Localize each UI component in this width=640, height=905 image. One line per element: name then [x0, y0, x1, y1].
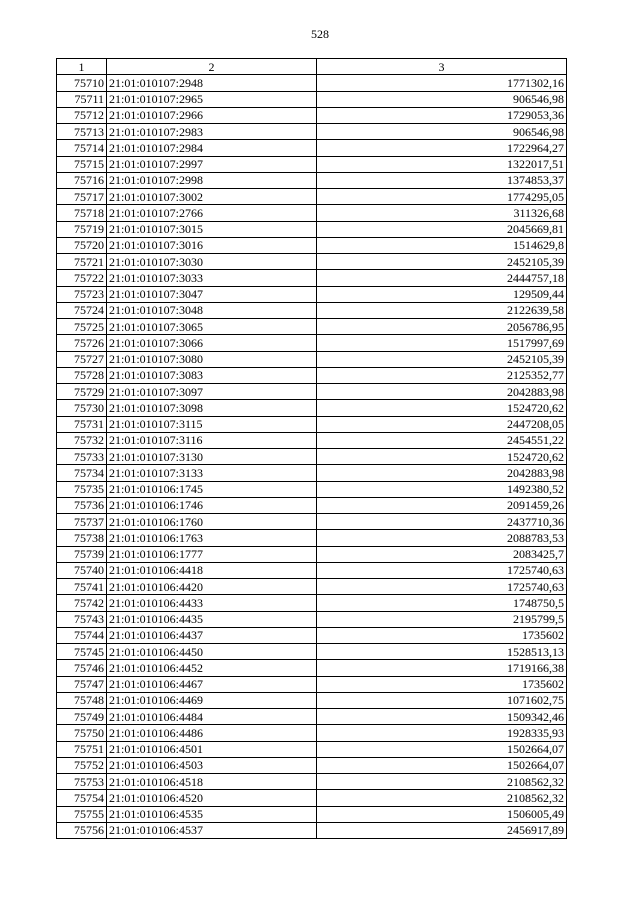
row-number-cell: 75717: [57, 189, 107, 205]
table-row: [57, 205, 567, 221]
value-cell: 2447208,05: [317, 416, 567, 432]
row-number-cell: 75756: [57, 822, 107, 838]
row-number-cell: 75720: [57, 237, 107, 253]
table-row: [57, 757, 567, 773]
table-row: [57, 806, 567, 822]
cadastral-number-cell: 21:01:010107:2998: [107, 172, 317, 188]
row-number-cell: 75725: [57, 319, 107, 335]
row-number-cell: 75744: [57, 627, 107, 643]
cadastral-number-cell: 21:01:010107:3116: [107, 432, 317, 448]
table-row: [57, 562, 567, 578]
row-number-cell: 75742: [57, 595, 107, 611]
value-cell: 2083425,7: [317, 546, 567, 562]
cadastral-number-cell: 21:01:010107:2966: [107, 107, 317, 123]
table-row: [57, 432, 567, 448]
cadastral-number-cell: 21:01:010107:3098: [107, 400, 317, 416]
row-number-cell: 75737: [57, 514, 107, 530]
table-row: [57, 237, 567, 253]
value-cell: 2108562,32: [317, 774, 567, 790]
row-number-cell: 75719: [57, 221, 107, 237]
row-number-cell: 75748: [57, 692, 107, 708]
value-cell: 2437710,36: [317, 514, 567, 530]
cadastral-number-cell: 21:01:010106:4537: [107, 822, 317, 838]
cadastral-number-cell: 21:01:010106:4520: [107, 790, 317, 806]
row-number-cell: 75713: [57, 124, 107, 140]
value-cell: 1735602: [317, 627, 567, 643]
value-cell: 1774295,05: [317, 189, 567, 205]
table-row: [57, 189, 567, 205]
table-row: [57, 709, 567, 725]
column-header-2: 2: [107, 59, 317, 75]
row-number-cell: 75714: [57, 140, 107, 156]
cadastral-number-cell: 21:01:010106:4437: [107, 627, 317, 643]
value-cell: 2452105,39: [317, 254, 567, 270]
table-row: [57, 156, 567, 172]
table-row: [57, 595, 567, 611]
table-row: [57, 449, 567, 465]
row-number-cell: 75740: [57, 562, 107, 578]
value-cell: 1514629,8: [317, 237, 567, 253]
cadastral-number-cell: 21:01:010106:1745: [107, 481, 317, 497]
cadastral-number-cell: 21:01:010107:2997: [107, 156, 317, 172]
table-row: [57, 172, 567, 188]
cadastral-number-cell: 21:01:010107:3130: [107, 449, 317, 465]
table-row: [57, 107, 567, 123]
table-body: [57, 75, 567, 839]
row-number-cell: 75735: [57, 481, 107, 497]
value-cell: 2042883,98: [317, 384, 567, 400]
table-row: [57, 140, 567, 156]
value-cell: 1719166,38: [317, 660, 567, 676]
table-row: [57, 611, 567, 627]
value-cell: 2056786,95: [317, 319, 567, 335]
cadastral-number-cell: 21:01:010107:3030: [107, 254, 317, 270]
row-number-cell: 75721: [57, 254, 107, 270]
table-row: [57, 725, 567, 741]
cadastral-number-cell: 21:01:010107:2766: [107, 205, 317, 221]
cadastral-number-cell: 21:01:010107:3065: [107, 319, 317, 335]
cadastral-number-cell: 21:01:010106:4467: [107, 676, 317, 692]
cadastral-number-cell: 21:01:010106:4435: [107, 611, 317, 627]
table-row: [57, 481, 567, 497]
row-number-cell: 75749: [57, 709, 107, 725]
value-cell: 1506005,49: [317, 806, 567, 822]
value-cell: 1528513,13: [317, 644, 567, 660]
cadastral-number-cell: 21:01:010107:2965: [107, 91, 317, 107]
value-cell: 906546,98: [317, 124, 567, 140]
table-row: [57, 416, 567, 432]
table-row: [57, 822, 567, 838]
value-cell: 906546,98: [317, 91, 567, 107]
row-number-cell: 75728: [57, 367, 107, 383]
cadastral-number-cell: 21:01:010107:3115: [107, 416, 317, 432]
value-cell: 1722964,27: [317, 140, 567, 156]
value-cell: 2122639,58: [317, 302, 567, 318]
cadastral-number-cell: 21:01:010106:4484: [107, 709, 317, 725]
value-cell: 1725740,63: [317, 562, 567, 578]
row-number-cell: 75747: [57, 676, 107, 692]
value-cell: 2042883,98: [317, 465, 567, 481]
cadastral-number-cell: 21:01:010106:4535: [107, 806, 317, 822]
value-cell: 1492380,52: [317, 481, 567, 497]
table-row: [57, 351, 567, 367]
value-cell: 1502664,07: [317, 757, 567, 773]
value-cell: 2108562,32: [317, 790, 567, 806]
cadastral-number-cell: 21:01:010107:3048: [107, 302, 317, 318]
row-number-cell: 75731: [57, 416, 107, 432]
row-number-cell: 75750: [57, 725, 107, 741]
cadastral-number-cell: 21:01:010106:1763: [107, 530, 317, 546]
table-row: [57, 302, 567, 318]
table-row: [57, 530, 567, 546]
cadastral-number-cell: 21:01:010107:2983: [107, 124, 317, 140]
row-number-cell: 75753: [57, 774, 107, 790]
table-row: [57, 286, 567, 302]
cadastral-number-cell: 21:01:010106:4433: [107, 595, 317, 611]
value-cell: 1502664,07: [317, 741, 567, 757]
value-cell: 1735602: [317, 676, 567, 692]
cadastral-number-cell: 21:01:010107:3066: [107, 335, 317, 351]
cadastral-number-cell: 21:01:010107:3080: [107, 351, 317, 367]
table-row: [57, 579, 567, 595]
row-number-cell: 75755: [57, 806, 107, 822]
row-number-cell: 75724: [57, 302, 107, 318]
row-number-cell: 75739: [57, 546, 107, 562]
value-cell: 1322017,51: [317, 156, 567, 172]
cadastral-number-cell: 21:01:010107:3002: [107, 189, 317, 205]
value-cell: 2125352,77: [317, 367, 567, 383]
cadastral-number-cell: 21:01:010107:3033: [107, 270, 317, 286]
row-number-cell: 75745: [57, 644, 107, 660]
table-row: [57, 692, 567, 708]
value-cell: 2452105,39: [317, 351, 567, 367]
value-cell: 311326,68: [317, 205, 567, 221]
value-cell: 1517997,69: [317, 335, 567, 351]
table-row: [57, 497, 567, 513]
value-cell: 1725740,63: [317, 579, 567, 595]
table-row: [57, 627, 567, 643]
value-cell: 1524720,62: [317, 449, 567, 465]
row-number-cell: 75718: [57, 205, 107, 221]
row-number-cell: 75712: [57, 107, 107, 123]
value-cell: 2195799,5: [317, 611, 567, 627]
table-row: [57, 221, 567, 237]
table-header-row: [57, 59, 567, 75]
column-header-3: 3: [317, 59, 567, 75]
cadastral-number-cell: 21:01:010106:4450: [107, 644, 317, 660]
table-row: [57, 400, 567, 416]
table-row: [57, 384, 567, 400]
row-number-cell: 75723: [57, 286, 107, 302]
value-cell: 1928335,93: [317, 725, 567, 741]
row-number-cell: 75754: [57, 790, 107, 806]
table-row: [57, 124, 567, 140]
cadastral-number-cell: 21:01:010107:3133: [107, 465, 317, 481]
table-row: [57, 270, 567, 286]
table-row: [57, 774, 567, 790]
row-number-cell: 75746: [57, 660, 107, 676]
table-row: [57, 367, 567, 383]
value-cell: 2454551,22: [317, 432, 567, 448]
table-row: [57, 790, 567, 806]
row-number-cell: 75716: [57, 172, 107, 188]
cadastral-number-cell: 21:01:010107:3097: [107, 384, 317, 400]
cadastral-number-cell: 21:01:010106:1777: [107, 546, 317, 562]
cadastral-number-cell: 21:01:010107:3047: [107, 286, 317, 302]
row-number-cell: 75726: [57, 335, 107, 351]
cadastral-value-table: [56, 58, 567, 839]
row-number-cell: 75715: [57, 156, 107, 172]
cadastral-number-cell: 21:01:010106:4518: [107, 774, 317, 790]
cadastral-number-cell: 21:01:010106:1760: [107, 514, 317, 530]
row-number-cell: 75722: [57, 270, 107, 286]
value-cell: 2444757,18: [317, 270, 567, 286]
value-cell: 2045669,81: [317, 221, 567, 237]
value-cell: 1771302,16: [317, 75, 567, 91]
cadastral-number-cell: 21:01:010107:2984: [107, 140, 317, 156]
cadastral-number-cell: 21:01:010106:4486: [107, 725, 317, 741]
cadastral-number-cell: 21:01:010106:4501: [107, 741, 317, 757]
row-number-cell: 75741: [57, 579, 107, 595]
cadastral-number-cell: 21:01:010107:3083: [107, 367, 317, 383]
table-row: [57, 254, 567, 270]
cadastral-number-cell: 21:01:010106:4469: [107, 692, 317, 708]
row-number-cell: 75730: [57, 400, 107, 416]
value-cell: 1729053,36: [317, 107, 567, 123]
cadastral-number-cell: 21:01:010106:4452: [107, 660, 317, 676]
cadastral-number-cell: 21:01:010106:4418: [107, 562, 317, 578]
table-row: [57, 319, 567, 335]
cadastral-number-cell: 21:01:010106:1746: [107, 497, 317, 513]
cadastral-number-cell: 21:01:010106:4503: [107, 757, 317, 773]
table-row: [57, 465, 567, 481]
cadastral-number-cell: 21:01:010106:4420: [107, 579, 317, 595]
table-row: [57, 676, 567, 692]
value-cell: 1748750,5: [317, 595, 567, 611]
row-number-cell: 75710: [57, 75, 107, 91]
row-number-cell: 75711: [57, 91, 107, 107]
row-number-cell: 75733: [57, 449, 107, 465]
value-cell: 1524720,62: [317, 400, 567, 416]
cadastral-number-cell: 21:01:010107:3016: [107, 237, 317, 253]
row-number-cell: 75751: [57, 741, 107, 757]
table-row: [57, 644, 567, 660]
row-number-cell: 75738: [57, 530, 107, 546]
table-row: [57, 335, 567, 351]
value-cell: 1509342,46: [317, 709, 567, 725]
table-row: [57, 741, 567, 757]
value-cell: 1071602,75: [317, 692, 567, 708]
row-number-cell: 75734: [57, 465, 107, 481]
value-cell: 2088783,53: [317, 530, 567, 546]
table-row: [57, 546, 567, 562]
value-cell: 2456917,89: [317, 822, 567, 838]
row-number-cell: 75729: [57, 384, 107, 400]
column-header-1: 1: [57, 59, 107, 75]
row-number-cell: 75727: [57, 351, 107, 367]
table-row: [57, 514, 567, 530]
value-cell: 129509,44: [317, 286, 567, 302]
value-cell: 2091459,26: [317, 497, 567, 513]
table-row: [57, 91, 567, 107]
page-number: 528: [311, 27, 329, 41]
cadastral-number-cell: 21:01:010107:3015: [107, 221, 317, 237]
row-number-cell: 75732: [57, 432, 107, 448]
table-row: [57, 660, 567, 676]
table-row: [57, 75, 567, 91]
cadastral-number-cell: 21:01:010107:2948: [107, 75, 317, 91]
row-number-cell: 75743: [57, 611, 107, 627]
value-cell: 1374853,37: [317, 172, 567, 188]
row-number-cell: 75736: [57, 497, 107, 513]
row-number-cell: 75752: [57, 757, 107, 773]
